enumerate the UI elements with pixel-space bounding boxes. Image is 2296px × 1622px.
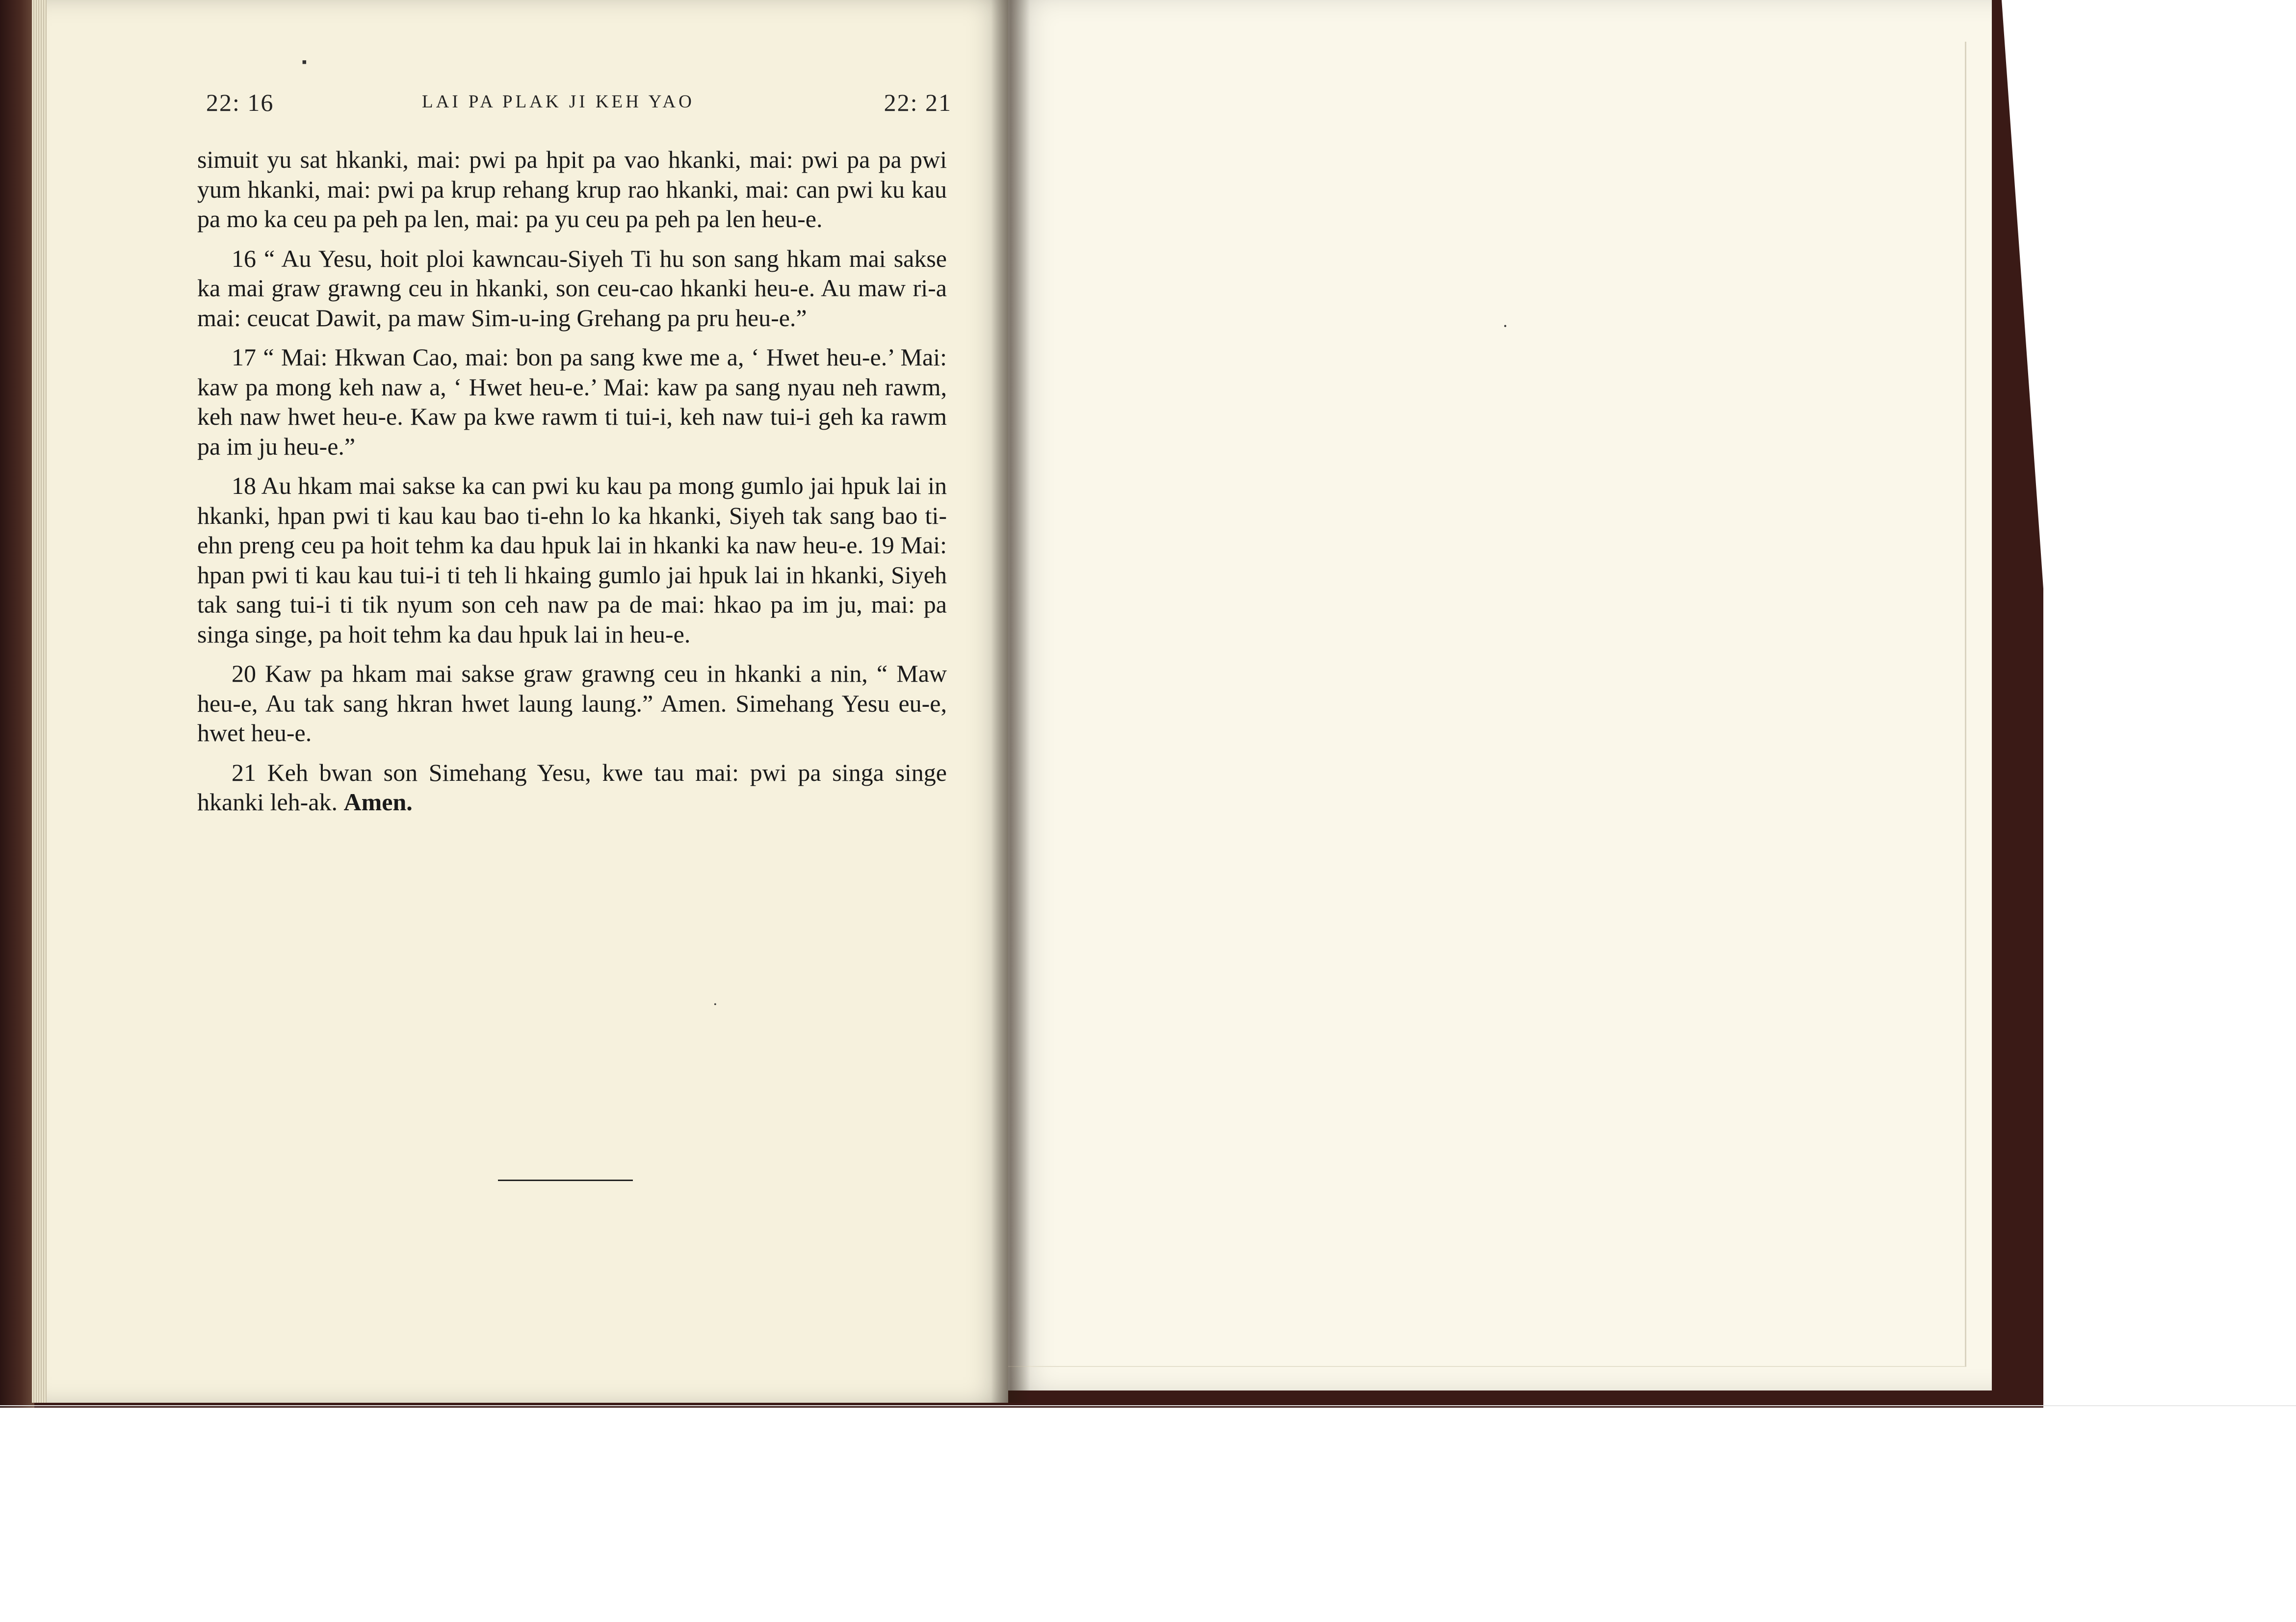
spine-shadow xyxy=(991,0,1030,1403)
scan-edge xyxy=(0,1405,2296,1406)
verse-reference-end: 22: 21 xyxy=(884,89,952,116)
page-header xyxy=(206,88,952,118)
paragraph: simuit yu sat hkanki, mai: pwi pa hpit pa vao hkanki, mai: pwi pa pa pwi yum hkanki, mai: pwi pa krup rehang krup rao hkanki, mai: can pwi ku kau pa mo ka ceu pa peh pa len, mai: pa yu ceu pa peh pa len heu-e. xyxy=(197,146,947,232)
ink-speck: • xyxy=(1504,321,1507,331)
paragraph: 18 Au hkam mai sakse ka can pwi ku kau pa mong gumlo jai hpuk lai in hkanki, hpan pwi ti kau kau bao ti-ehn lo ka hkanki, Siyeh tak sang bao ti-ehn preng ceu pa hoit tehm ka dau hpuk lai in hkanki ka naw heu-e. 19 Mai: hpan pwi ti kau kau tui-i ti teh li hkaing gumlo jai hpuk lai in hkanki, Siyeh tak sang tui-i ti tik nyum son ceh naw pa de mai: hkao pa im ju, mai: pa singa singe, pa hoit tehm ka dau hpuk lai in heu-e. xyxy=(197,472,947,648)
final-paragraph xyxy=(197,758,947,817)
amen-text: Amen. xyxy=(343,788,413,816)
paragraph: 20 Kaw pa hkam mai sakse graw grawng ceu in hkanki a nin, “ Maw heu-e, Au tak sang hkran hwet laung laung.” Amen. Simehang Yesu eu-e, hwet heu-e. xyxy=(197,660,947,747)
ink-speck: • xyxy=(714,1001,717,1009)
ink-speck: ▪ xyxy=(302,54,307,70)
right-page xyxy=(1008,0,1992,1390)
body-text xyxy=(197,145,947,827)
paragraph: 17 “ Mai: Hkwan Cao, mai: bon pa sang kwe me a, ‘ Hwet heu-e.’ Mai: kaw pa mong keh naw a, ‘ Hwet heu-e.’ Mai: kaw pa sang nyau neh rawm, keh naw hwet heu-e. Kaw pa kwe rawm ti tui-i, keh naw tui-i geh ka rawm pa im ju heu-e.” xyxy=(197,343,947,460)
blank-sheet xyxy=(1008,42,1966,1367)
cover-edge xyxy=(0,0,34,1408)
paragraph: 16 “ Au Yesu, hoit ploi kawncau-Siyeh Ti hu son sang hkam mai sakse ka mai graw grawng ceu in hkanki, son ceu-cao hkanki heu-e. Au maw ri-a mai: ceucat Dawit, pa maw Sim-u-ing Grehang pa pru heu-e.” xyxy=(197,244,947,332)
end-rule xyxy=(498,1180,633,1181)
final-paragraph-text: 21 Keh bwan son Simehang Yesu, kwe tau mai: pwi pa singa singe hkanki leh-ak. xyxy=(197,758,947,816)
verse-reference-start: 22: 16 xyxy=(206,89,274,116)
running-title: LAI PA PLAK JI KEH YAO xyxy=(422,92,695,112)
